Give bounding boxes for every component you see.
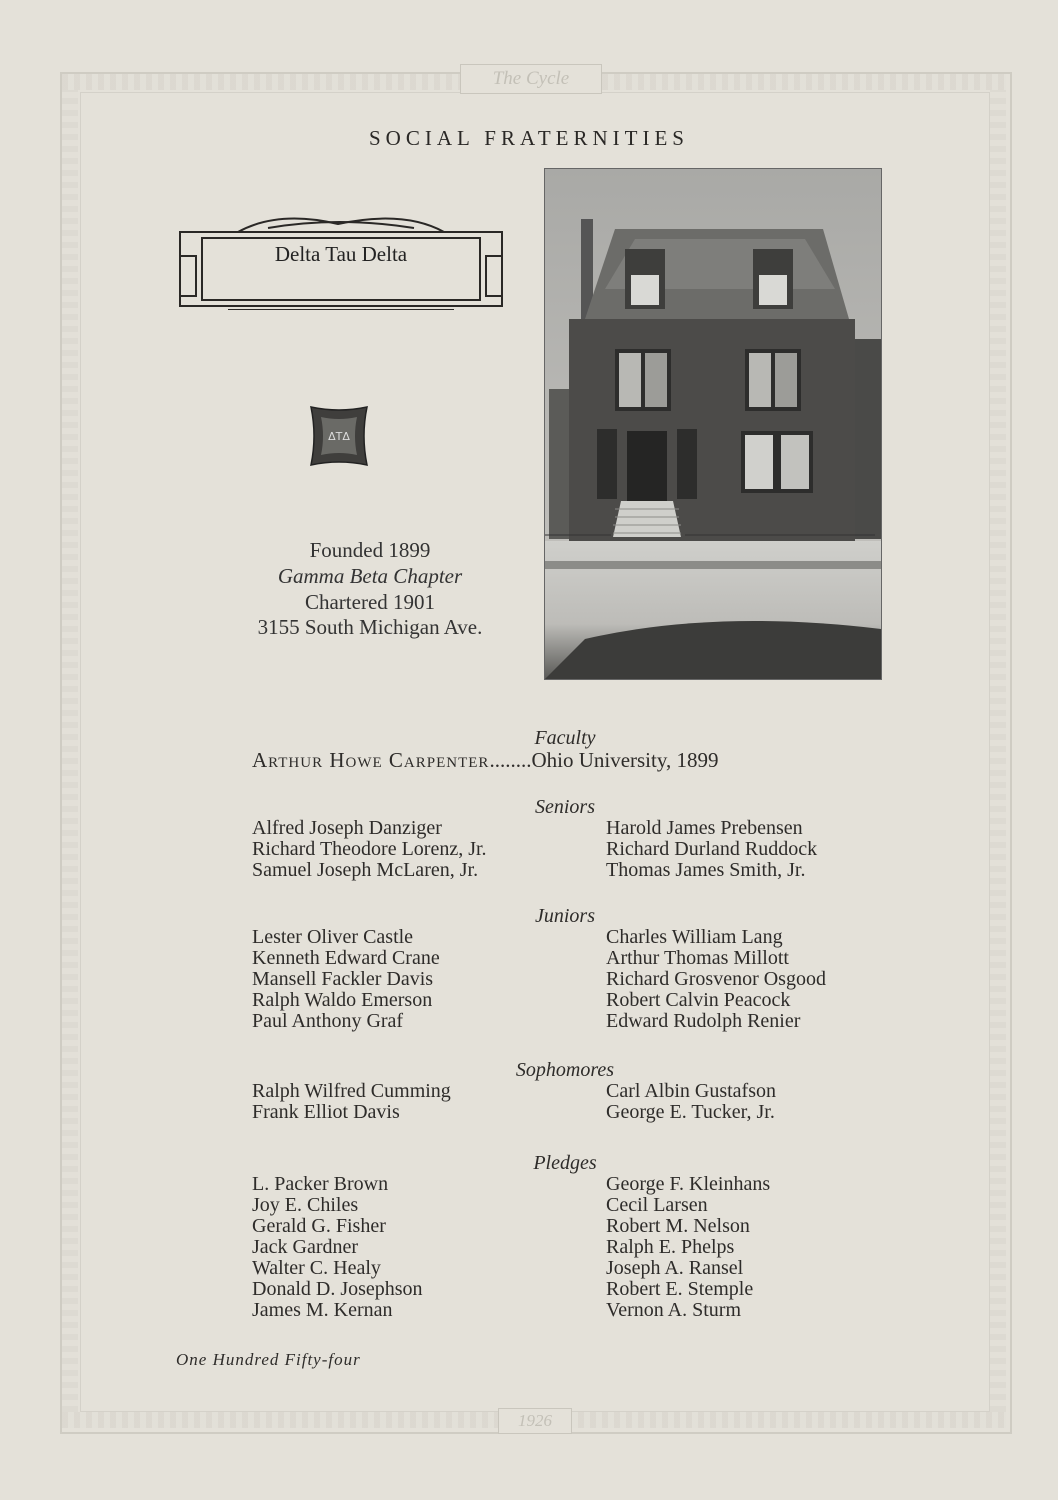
- member-name: Ralph E. Phelps: [606, 1236, 735, 1258]
- sophomores-right-list: [606, 1081, 776, 1123]
- member-name: James M. Kernan: [252, 1299, 393, 1321]
- member-name: Richard Grosvenor Osgood: [606, 968, 826, 990]
- member-name: Walter C. Healy: [252, 1257, 381, 1279]
- faculty-heading: Faculty: [534, 727, 596, 749]
- frame-year-cartouche: 1926: [498, 1408, 572, 1434]
- member-name: Donald D. Josephson: [252, 1278, 423, 1300]
- address-line: 3155 South Michigan Ave.: [257, 615, 483, 639]
- member-name: Richard Durland Ruddock: [606, 838, 818, 860]
- member-name: Ralph Wilfred Cumming: [252, 1080, 451, 1102]
- faculty-leader-dots: ........: [489, 748, 532, 772]
- member-name: L. Packer Brown: [252, 1173, 389, 1195]
- member-name: Thomas James Smith, Jr.: [606, 859, 806, 881]
- seniors-heading: Seniors: [535, 796, 595, 818]
- founded-line: Founded 1899: [309, 538, 431, 562]
- member-name: Alfred Joseph Danziger: [252, 817, 442, 839]
- member-name: Edward Rudolph Renier: [606, 1010, 801, 1032]
- member-name: Cecil Larsen: [606, 1194, 708, 1216]
- member-name: Kenneth Edward Crane: [252, 947, 440, 969]
- member-name: Robert M. Nelson: [606, 1215, 750, 1237]
- member-name: Frank Elliot Davis: [252, 1101, 400, 1123]
- juniors-heading: Juniors: [535, 905, 595, 927]
- member-name: George F. Kleinhans: [606, 1173, 771, 1195]
- member-name: Joseph A. Ransel: [606, 1257, 744, 1279]
- member-name: Mansell Fackler Davis: [252, 968, 434, 990]
- pledges-left-list: [252, 1174, 423, 1321]
- page-title: SOCIAL FRATERNITIES: [369, 126, 689, 150]
- page-number-footer: One Hundred Fifty-four: [176, 1350, 361, 1369]
- member-name: Vernon A. Sturm: [606, 1299, 741, 1321]
- member-name: Richard Theodore Lorenz, Jr.: [252, 838, 487, 860]
- fraternity-name: Delta Tau Delta: [274, 242, 408, 266]
- member-name: Joy E. Chiles: [252, 1194, 359, 1216]
- juniors-right-list: [606, 927, 826, 1032]
- member-name: Robert E. Stemple: [606, 1278, 754, 1300]
- juniors-left-list: [252, 927, 440, 1032]
- member-name: Carl Albin Gustafson: [606, 1080, 776, 1102]
- pledges-heading: Pledges: [533, 1152, 597, 1174]
- faculty-affiliation: Ohio University, 1899: [531, 748, 719, 772]
- svg-text:ΔΤΔ: ΔΤΔ: [328, 430, 350, 443]
- faculty-entry: [252, 748, 718, 773]
- member-name: Arthur Thomas Millott: [606, 947, 789, 969]
- member-name: Robert Calvin Peacock: [606, 989, 791, 1011]
- member-name: Samuel Joseph McLaren, Jr.: [252, 859, 479, 881]
- fraternity-banner: [178, 214, 504, 310]
- member-name: Harold James Prebensen: [606, 817, 803, 839]
- member-name: Gerald G. Fisher: [252, 1215, 386, 1237]
- frame-title-cartouche: The Cycle: [460, 64, 602, 94]
- sophomores-heading: Sophomores: [515, 1059, 615, 1081]
- faculty-name: Arthur Howe Carpenter: [252, 748, 490, 772]
- member-name: Charles William Lang: [606, 926, 783, 948]
- member-name: Paul Anthony Graf: [252, 1010, 404, 1032]
- chapter-house-photo: [544, 168, 882, 680]
- seniors-right-list: [606, 818, 817, 881]
- member-name: Lester Oliver Castle: [252, 926, 414, 948]
- member-name: George E. Tucker, Jr.: [606, 1101, 775, 1123]
- fraternity-crest-icon: [309, 405, 369, 467]
- member-name: Jack Gardner: [252, 1236, 359, 1258]
- seniors-left-list: [252, 818, 487, 881]
- chartered-line: Chartered 1901: [304, 590, 436, 614]
- pledges-right-list: [606, 1174, 770, 1321]
- member-name: Ralph Waldo Emerson: [252, 989, 433, 1011]
- sophomores-left-list: [252, 1081, 451, 1123]
- chapter-line: Gamma Beta Chapter: [277, 564, 463, 588]
